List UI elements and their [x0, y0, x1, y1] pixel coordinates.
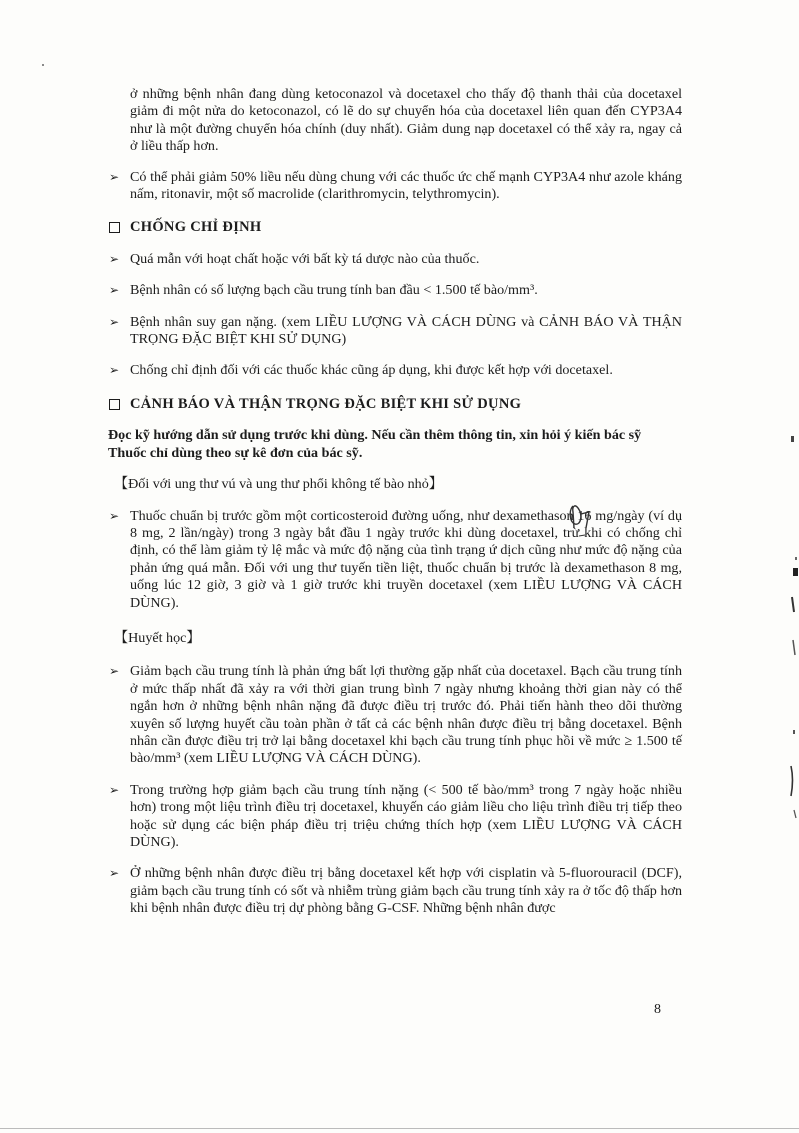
section-heading-contraindications: [108, 219, 682, 236]
list-item-text: Trong trường hợp giảm bạch cầu trung tính nặng (< 500 tế bào/mm³ trong 7 ngày hoặc nhiều hơn) trong một liệu trình điều trị docetaxel, khuyến cáo giảm liều cho liệu trình điều trị tiếp theo hoặc sử dụng các biện pháp điều trị triệu chứng thích hợp (xem LIỀU LƯỢNG VÀ CÁCH DÙNG).: [130, 781, 682, 850]
section-heading-warnings: [108, 396, 682, 413]
list-item-text: Ở những bệnh nhân được điều trị bằng docetaxel kết hợp với cisplatin và 5-fluorouracil (DCF), giảm bạch cầu trung tính có sốt và nhiễm trùng giảm bạch cầu trung tính xảy ra ở tốc độ thấp hơn khi bệnh nhân được điều trị dự phòng bằng G-CSF. Những bệnh nhân được: [130, 865, 682, 917]
intro-paragraph: ở những bệnh nhân đang dùng ketoconazol và docetaxel cho thấy độ thanh thải của docetaxel giảm đi một nửa do ketoconazol, có lẽ do sự chuyển hóa của docetaxel liên quan đến CYP3A4 như là một đường chuyển hóa chính (duy nhất). Giảm dung nạp docetaxel có thể xảy ra, ngay cả ở liều thấp hơn.: [130, 86, 682, 155]
scan-speck: [42, 64, 44, 66]
arrowhead-bullet-icon: ➢: [109, 664, 120, 679]
list-item-text: Có thể phải giảm 50% liều nếu dùng chung với các thuốc ức chế mạnh CYP3A4 như azole kháng nấm, ritonavir, một số macrolide (clarithromycin, telythromycin).: [130, 168, 682, 203]
arrowhead-bullet-icon: ➢: [109, 283, 120, 298]
prescription-note-line: Đọc kỹ hướng dẫn sử dụng trước khi dùng. Nếu cần thêm thông tin, xin hỏi ý kiến bác sỹ: [108, 427, 642, 444]
list-item: [108, 169, 682, 204]
list-item-text: Giảm bạch cầu trung tính là phản ứng bất lợi thường gặp nhất của docetaxel. Bạch cầu trung tính ở mức thấp nhất đã xảy ra với thời gian trung bình 7 ngày nhưng khoảng thời gian này có thể ngắn hơn ở những bệnh nhân nặng đã được điều trị trước đó. Phải tiến hành theo dõi thường xuyên số lượng huyết cầu toàn phần ở tất cả các bệnh nhân được điều trị bằng docetaxel. Bệnh nhân cần được điều trị trở lại bằng docetaxel khi bạch cầu trung tính phục hồi về mức ≥ 1.500 tế bào/mm³ (xem LIỀU LƯỢNG VÀ CÁCH DÙNG).: [130, 663, 682, 767]
list-item: [108, 782, 682, 852]
arrowhead-bullet-icon: ➢: [109, 782, 120, 797]
arrowhead-bullet-icon: ➢: [109, 363, 120, 378]
arrowhead-bullet-icon: ➢: [109, 866, 120, 881]
checkbox-square-icon: [109, 222, 120, 233]
list-item: [108, 251, 682, 268]
prescription-note-line: Thuốc chỉ dùng theo sự kê đơn của bác sỹ.: [108, 444, 363, 461]
arrowhead-bullet-icon: ➢: [109, 508, 120, 523]
checkbox-square-icon: [109, 399, 120, 410]
list-item-text: Bệnh nhân suy gan nặng. (xem LIỀU LƯỢNG VÀ CÁCH DÙNG và CẢNH BÁO VÀ THẬN TRỌNG ĐẶC BIỆT KHI SỬ DỤNG): [130, 313, 682, 348]
list-item-text: Bệnh nhân có số lượng bạch cầu trung tính ban đầu < 1.500 tế bào/mm³.: [130, 282, 538, 299]
scan-edge-marks: [775, 0, 799, 1133]
list-item: [108, 362, 682, 379]
subsection-heading: 【Đối với ung thư vú và ung thư phổi không tế bào nhỏ】: [114, 476, 443, 493]
list-item: [108, 282, 682, 299]
list-item: [108, 865, 682, 917]
list-item: [108, 314, 682, 349]
prescription-note: [108, 427, 682, 462]
arrowhead-bullet-icon: ➢: [109, 169, 120, 184]
page-number: 8: [654, 1002, 661, 1017]
list-item-text: Chống chỉ định đối với các thuốc khác cũng áp dụng, khi được kết hợp với docetaxel.: [130, 362, 613, 379]
scan-bottom-edge: [0, 1128, 799, 1129]
list-item-text: Thuốc chuẩn bị trước gồm một corticosteroid đường uống, như dexamethason 16 mg/ngày (ví dụ 8 mg, 2 lần/ngày) trong 3 ngày bắt đầu 1 ngày trước khi dùng docetaxel, trừ khi có chống chỉ định, có thể làm giảm tỷ lệ mắc và mức độ nặng của tình trạng ứ dịch cũng như mức độ nặng của phản ứng quá mẫn. Đối với ung thư tuyến tiền liệt, thuốc chuẩn bị trước là dexamethason 8 mg, uống lúc 12 giờ, 3 giờ và 1 giờ trước khi truyền docetaxel (xem LIỀU LƯỢNG VÀ CÁCH DÙNG).: [130, 507, 682, 611]
arrowhead-bullet-icon: ➢: [109, 314, 120, 329]
list-item: [108, 663, 682, 767]
section-heading-text: CẢNH BÁO VÀ THẬN TRỌNG ĐẶC BIỆT KHI SỬ DỤNG: [130, 395, 522, 412]
handwritten-initials: [565, 502, 605, 540]
subsection-heading: 【Huyết học】: [114, 629, 201, 646]
list-item-text: Quá mẫn với hoạt chất hoặc với bất kỳ tá dược nào của thuốc.: [130, 250, 480, 267]
section-heading-text: CHỐNG CHỈ ĐỊNH: [130, 219, 262, 236]
arrowhead-bullet-icon: ➢: [109, 251, 120, 266]
